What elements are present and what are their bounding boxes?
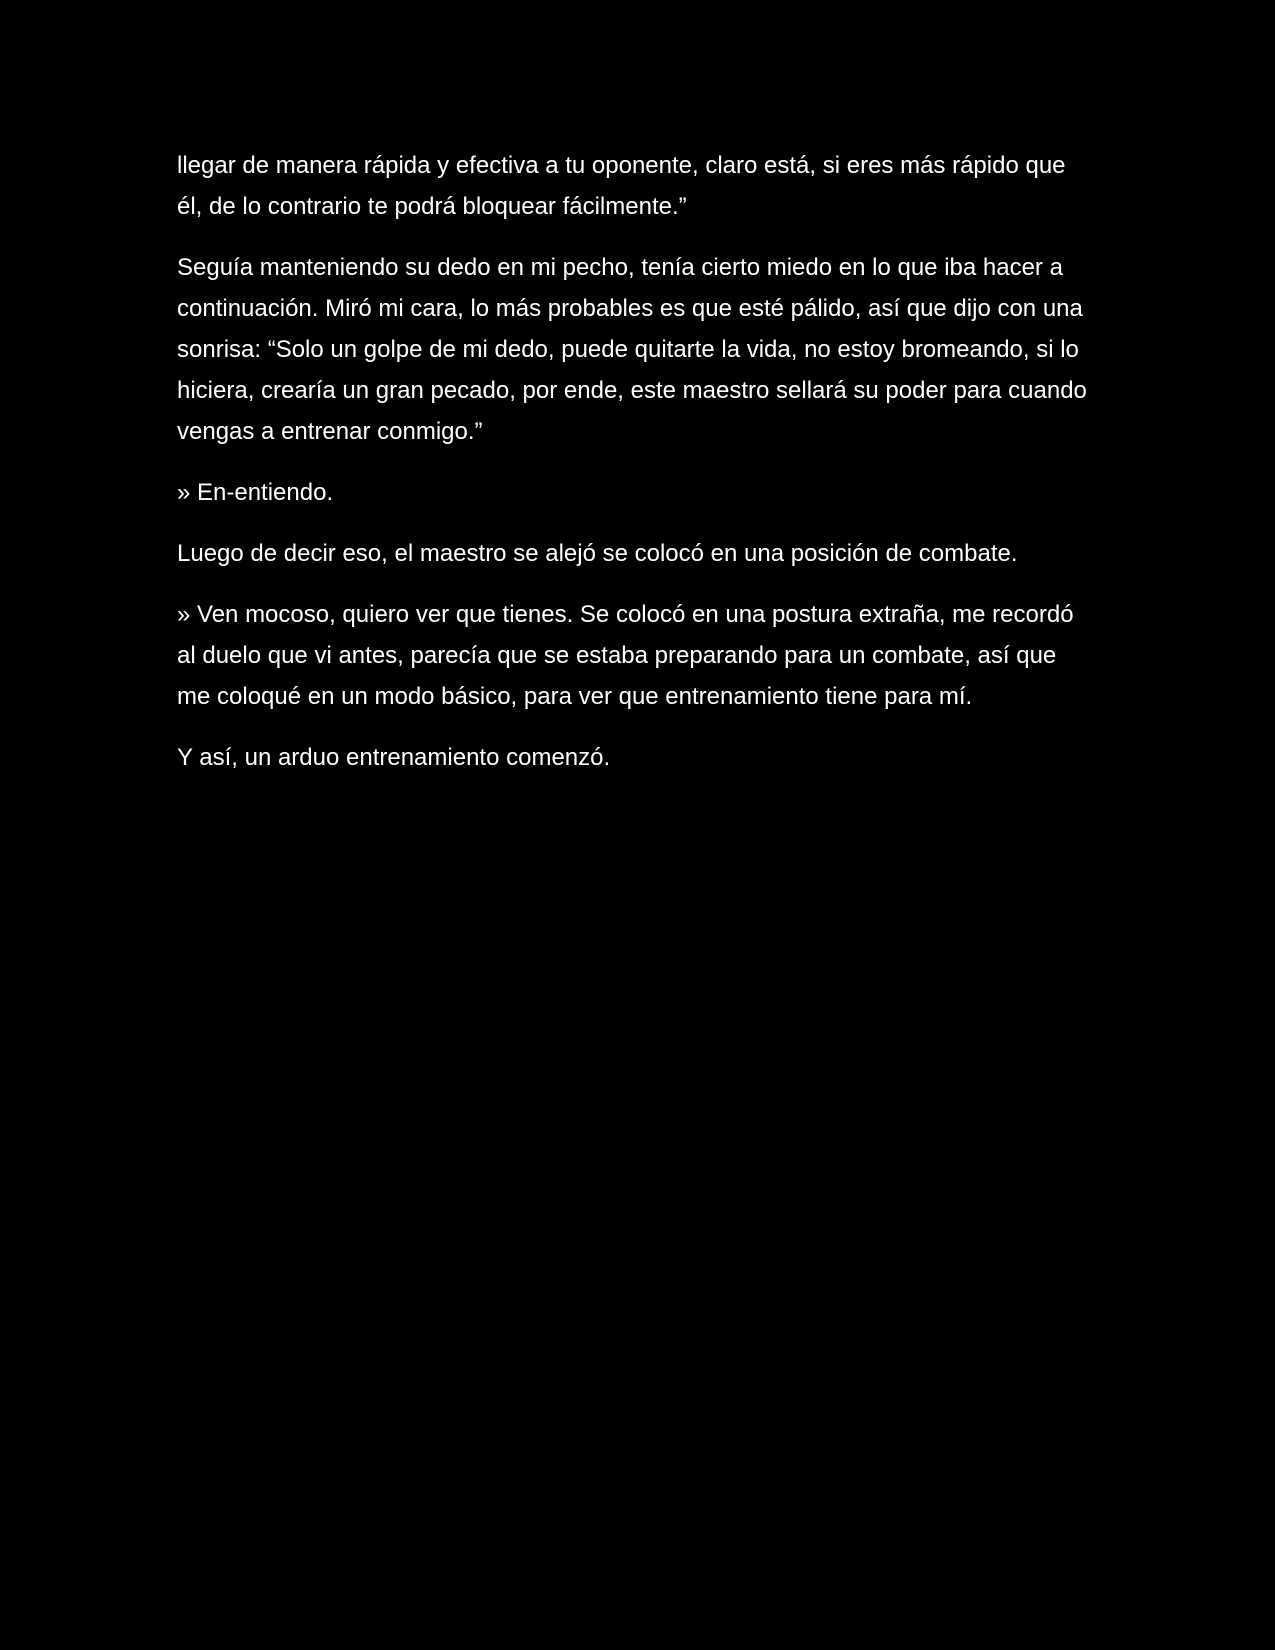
paragraph-5: » Ven mocoso, quiero ver que tienes. Se colocó en una postura extraña, me recordó al duelo que vi antes, parecía que se estaba preparando para un combate, así que me coloqué en un modo básico, para ver que entrenamiento tiene para mí. xyxy=(177,601,1074,710)
paragraph-4: Luego de decir eso, el maestro se alejó se colocó en una posición de combate. xyxy=(177,540,1018,567)
paragraph-1: llegar de manera rápida y efectiva a tu oponente, claro está, si eres más rápido que él, de lo contrario te podrá bloquear fácilmente.” xyxy=(177,152,1066,220)
paragraph-2: Seguía manteniendo su dedo en mi pecho, tenía cierto miedo en lo que iba hacer a continuación. Miró mi cara, lo más probables es que esté pálido, así que dijo con una sonrisa: “Solo un golpe de mi dedo, puede quitarte la vida, no estoy bromeando, si lo hiciera, crearía un gran pecado, por ende, este maestro sellará su poder para cuando vengas a entrenar conmigo.” xyxy=(177,254,1087,445)
paragraph-6: Y así, un arduo entrenamiento comenzó. xyxy=(177,744,611,771)
paragraph-3: » En-entiendo. xyxy=(177,479,334,506)
document-body xyxy=(177,145,1087,798)
